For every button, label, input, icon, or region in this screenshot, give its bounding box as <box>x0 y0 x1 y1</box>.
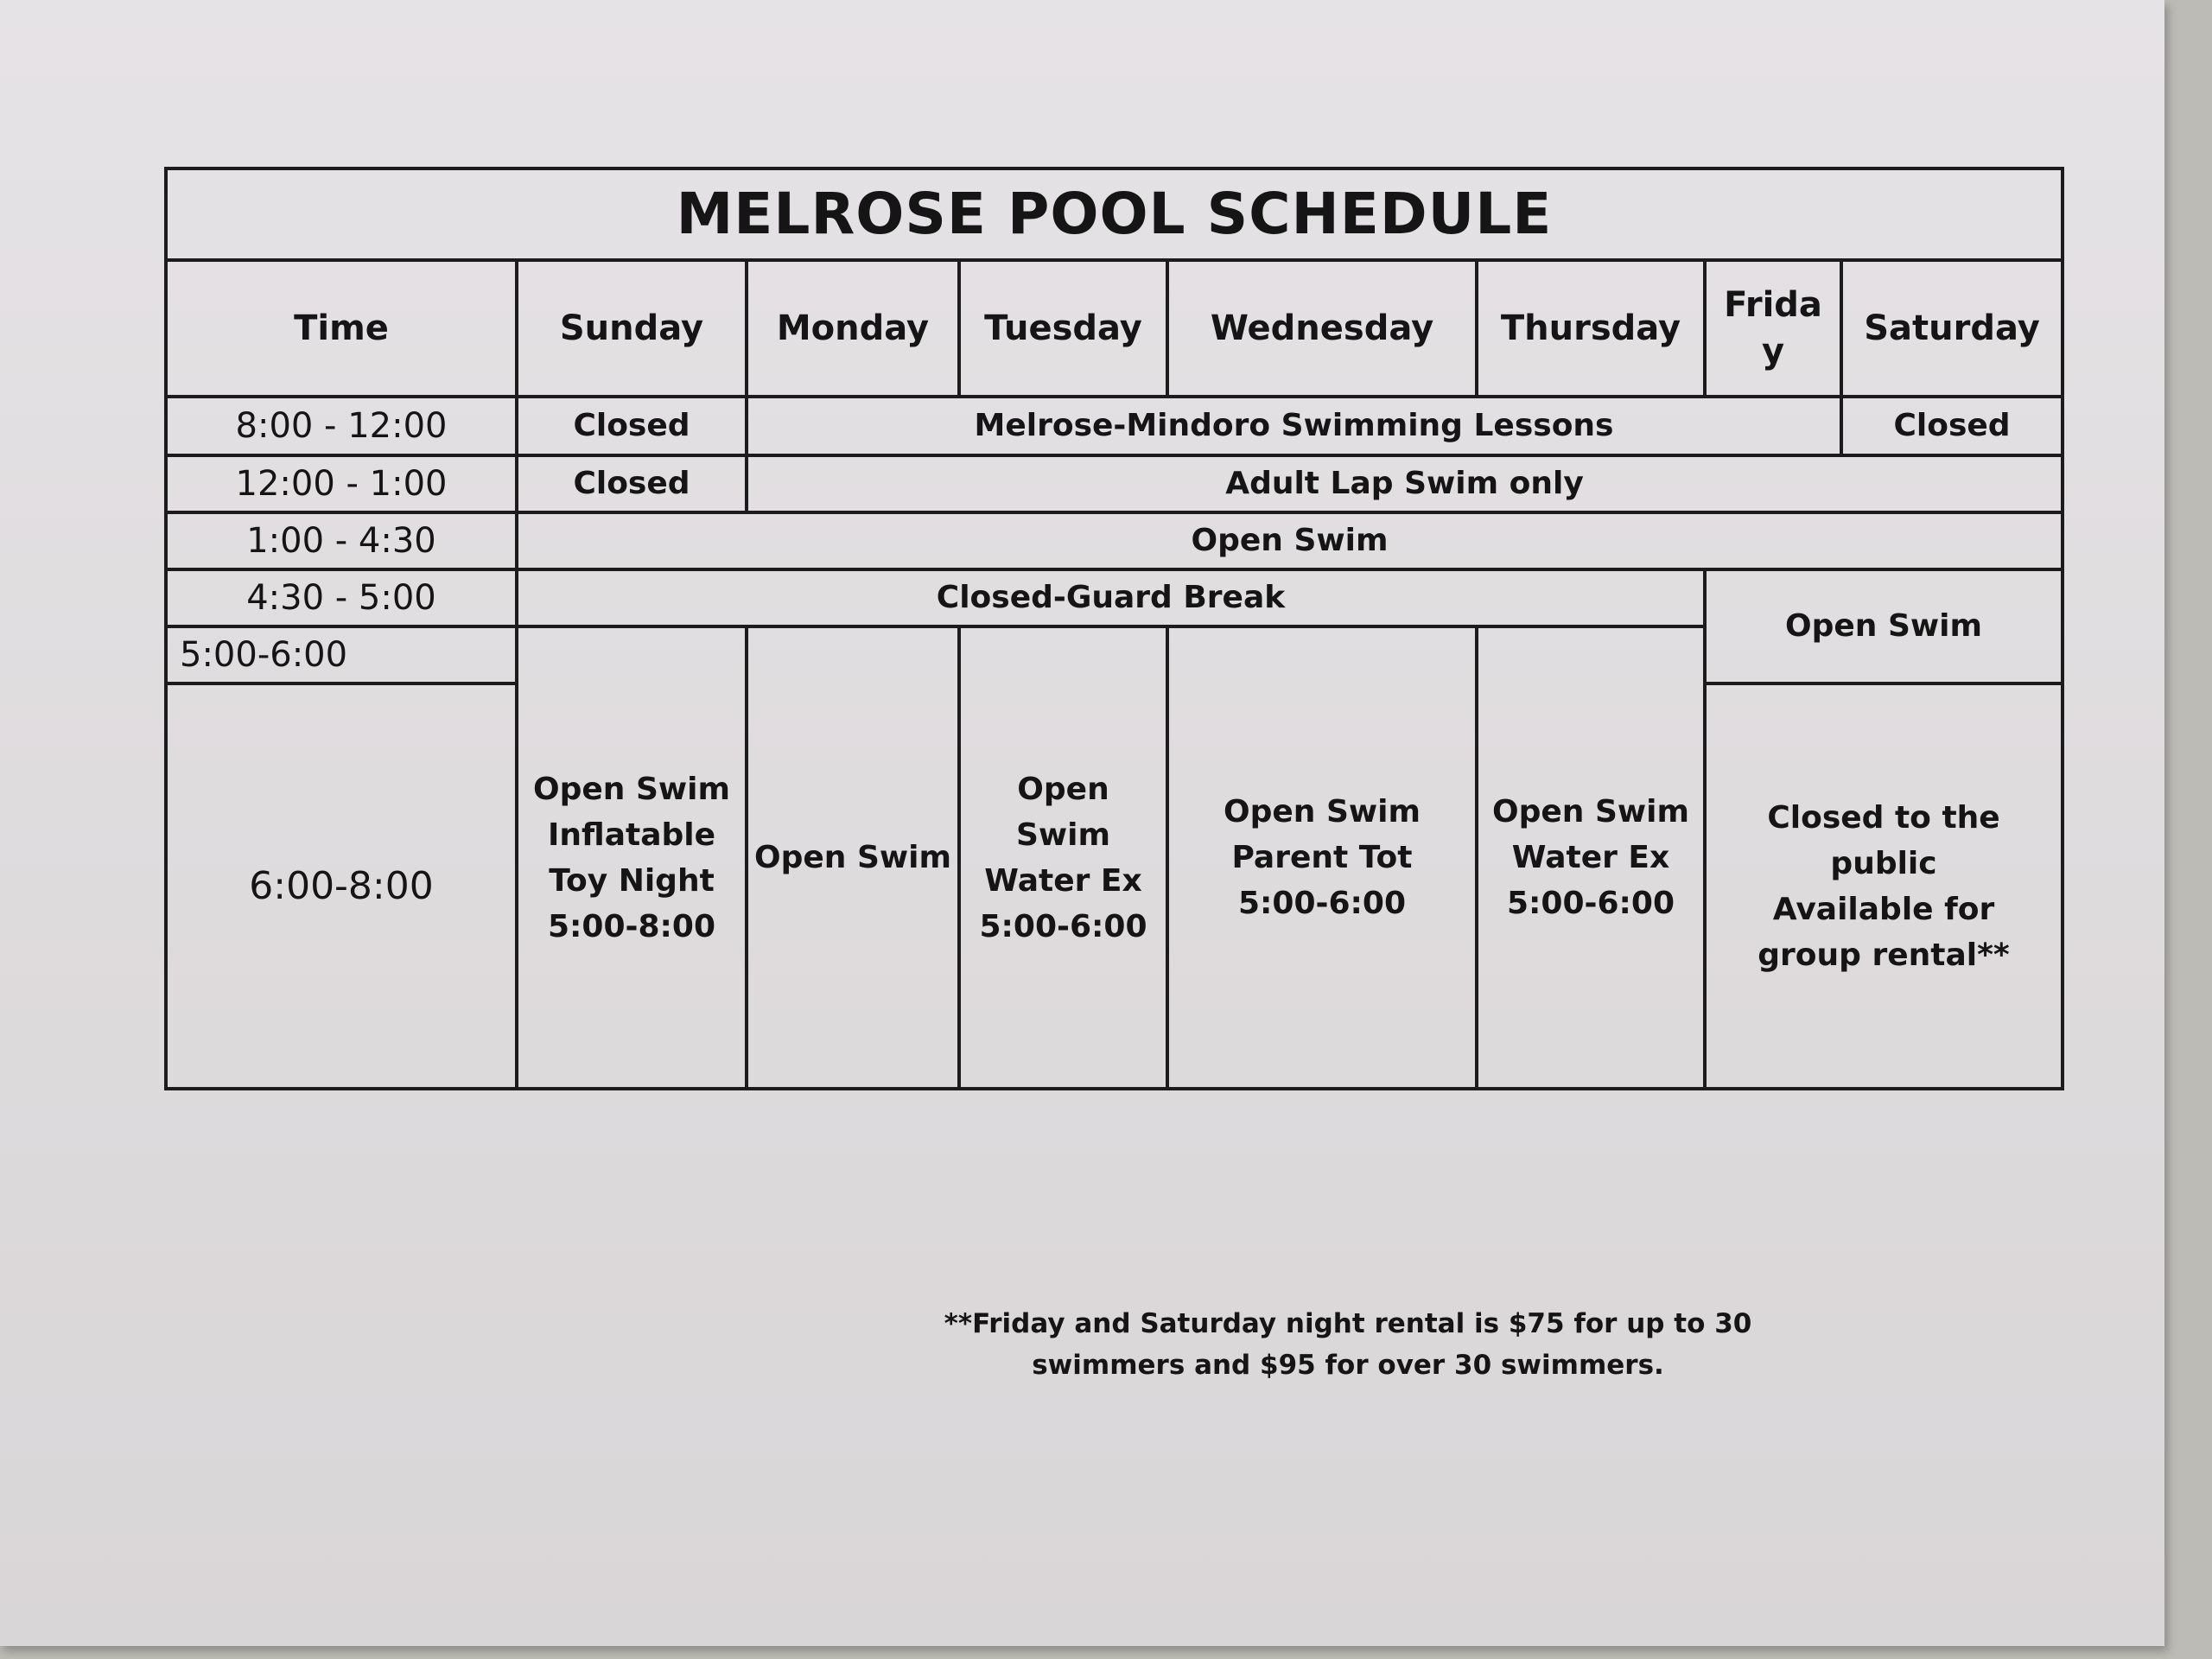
header-monday: Monday <box>747 260 959 397</box>
saturday-morning-cell: Closed <box>1841 397 2063 455</box>
time-slot-guard-break: 4:30 - 5:00 <box>166 569 517 626</box>
sunday-noon-cell: Closed <box>517 455 747 512</box>
pool-schedule-table <box>164 167 2064 1090</box>
header-thursday: Thursday <box>1477 260 1705 397</box>
adult-lap-swim-cell: Adult Lap Swim only <box>747 455 2063 512</box>
wednesday-evening-cell: Open Swim Parent Tot 5:00-6:00 <box>1167 626 1477 1089</box>
time-slot-early-evening: 5:00-6:00 <box>166 626 517 683</box>
friday-saturday-open-swim-cell: Open Swim <box>1705 569 2063 683</box>
thursday-evening-cell: Open Swim Water Ex 5:00-6:00 <box>1477 626 1705 1089</box>
time-slot-morning: 8:00 - 12:00 <box>166 397 517 455</box>
sunday-morning-cell: Closed <box>517 397 747 455</box>
afternoon-open-swim-cell: Open Swim <box>517 512 2063 569</box>
group-rental-cell: Closed to the public Available for group rental** <box>1705 683 2063 1089</box>
tuesday-evening-cell: Open Swim Water Ex 5:00-6:00 <box>959 626 1167 1089</box>
header-tuesday: Tuesday <box>959 260 1167 397</box>
monday-evening-cell: Open Swim <box>747 626 959 1089</box>
guard-break-cell: Closed-Guard Break <box>517 569 1705 626</box>
sunday-evening-cell: Open Swim Inflatable Toy Night 5:00-8:00 <box>517 626 747 1089</box>
rental-footnote: **Friday and Saturday night rental is $75 for up to 30 swimmers and $95 for over 30 swimmers. <box>944 1308 1752 1381</box>
header-friday: Frida y <box>1705 260 1841 397</box>
header-wednesday: Wednesday <box>1167 260 1477 397</box>
header-sunday: Sunday <box>517 260 747 397</box>
header-time: Time <box>166 260 517 397</box>
time-slot-afternoon: 1:00 - 4:30 <box>166 512 517 569</box>
time-slot-noon: 12:00 - 1:00 <box>166 455 517 512</box>
schedule-title: MELROSE POOL SCHEDULE <box>166 168 2063 260</box>
time-slot-evening: 6:00-8:00 <box>166 683 517 1089</box>
header-saturday: Saturday <box>1841 260 2063 397</box>
swimming-lessons-cell: Melrose-Mindoro Swimming Lessons <box>747 397 1841 455</box>
